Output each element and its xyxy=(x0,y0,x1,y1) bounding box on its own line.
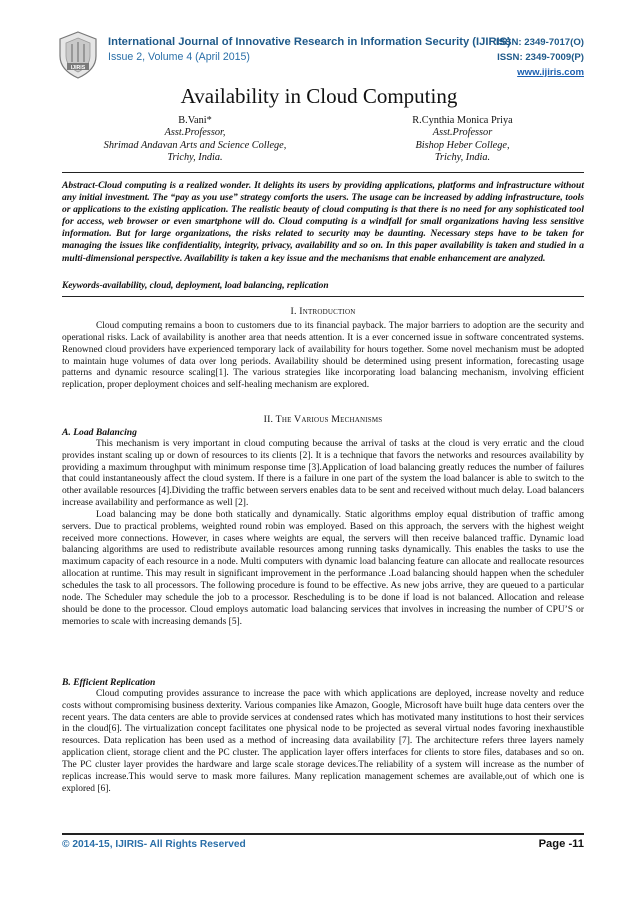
journal-header xyxy=(56,30,584,92)
author-name: R.Cynthia Monica Priya xyxy=(412,115,513,126)
load-balancing-section xyxy=(62,427,584,628)
author-affiliation-line: Bishop Heber College, xyxy=(415,139,510,151)
paragraph: Cloud computing remains a boon to customers due to its financial payback. The major barriers to adoption are the security and operational risks. Lack of availability is another area that needs attention. It is a ever concerned issue in software concentrated systems. Renowned cloud providers have experienced temporary lack of availability for hours together. Some novel mechanism must be adopted to maintain huge volumes of data over long periods. Availability should be determined using present information, forecasting usage patterns and dynamic resource scaling[1]. The various strategies like incorporating load balancing mechanism, involving efficient replication, proper deployment choices and self-healing mechanism are explored. xyxy=(62,321,584,391)
issn-online: ISSN: 2349-7017(O) xyxy=(496,37,584,48)
svg-text:IJIRIS: IJIRIS xyxy=(70,64,86,71)
introduction-body xyxy=(62,321,584,392)
divider xyxy=(62,296,584,297)
journal-logo-icon xyxy=(56,30,100,80)
paper-title: Availability in Cloud Computing xyxy=(180,84,458,108)
paragraph: Cloud computing provides assurance to increase the pace with which applications are deployed, increase novelty and reduce costs without compromising business dexterity. Various companies like Amazon, Google, Microsoft have built huge data centers over the recent years. The data centers are able to provide services at condensed rates which has motivated many institutions to host their services in the cloud[6]. The virtualization concept facilitates one physical node to be projected as several virtual nodes favoring inexhaustible resources. Data replication has been used as a method of increasing data availability [7]. The architecture refers three layers namely application client, storage client and the PC cluster. The application layer offers interfaces for clients to store files, databases and so on. The PC cluster layer provides the hardware and large scale storage devices.The reliability of a system will increase as the number of replicas increase.This would serve to mask more failures. Many replication management schemes are available,out of which one is explored [6]. xyxy=(62,688,584,794)
paragraph: Load balancing may be done both statically and dynamically. Static algorithms employ equal distribution of traffic among servers. Due to practical problems, weighted round robin was employed. Based on this approach, the servers with the highest weight received more connections. However, in cases where weights are equal, the servers will then receive balanced traffic. Dynamic load balancing algorithms are used to redistribute available resources among running tasks dynamically. This enables the tasks to use the maximum capacity of each resource in a node. Multi computers with dynamic load balancing feature can allocate and reallocate resources allocation at runtime. This may result in significant improvement in the performance .Load balancing should happen when the scheduler schedules the task to all processors. The following procedure is found to be effective. As new jobs arrive, they are queued to a particular node. The Scheduler may schedule the job to a processor. Rescheduling is to be done if load is not balanced. Allocation and release should be done to the processor. Cloud employs automatic load balancing services that involves in increasing the number of CPU’S or memories to scale with increasing demands [5]. xyxy=(62,509,584,627)
author-affiliation-line: Asst.Professor, xyxy=(164,127,226,139)
journal-website-link[interactable]: www.ijiris.com xyxy=(517,67,584,78)
page-number: Page -11 xyxy=(538,838,584,850)
footer-copyright: © 2014-15, IJIRIS- All Rights Reserved xyxy=(62,839,246,850)
journal-title: International Journal of Innovative Research in Information Security (IJIRIS) xyxy=(108,36,511,48)
author-affiliation-line: Shrimad Andavan Arts and Science College, xyxy=(103,139,287,151)
author-affiliation-line: Asst.Professor xyxy=(432,127,493,139)
journal-issue: Issue 2, Volume 4 (April 2015) xyxy=(108,51,250,63)
subsection-heading-load-balancing: A. Load Balancing xyxy=(62,427,137,438)
abstract: Abstract-Cloud computing is a realized wonder. It delights its users by providing applications, platforms and infrastructure without any initial investment. The “pay as you use” strategy comforts the users. The usage can be increased by adding infrastructure, tools or applications to the existing application. The realistic beauty of cloud computing is that there is no need for any sophisticated tool for access, web browser or even smartphone will do. Cloud computing is a windfall for small organizations having less sensitive information. But for large organizations, the risks related to security may be daunting. Necessary steps have to be taken for managing the issues like confidentiality, integrity, privacy, availability and so on. In this paper availability is taken and studied in a multi-dimensional perspective. Availability is taken a key issue and the mechanisms that enable enhancement are analyzed. xyxy=(62,180,584,264)
paragraph: This mechanism is very important in cloud computing because the arrival of tasks at the cloud is very erratic and the cloud provides instant scaling up or down of resources to its clients [2]. It is a technique that favors the networks and resources availability by providing a maximum throughput with minimum response time [3].Application of load balancing greatly reduces the number of failures that could instantaneously affect the cloud system. If there is a failure in one part of the system the load balancer is able to switch to the other available resources [4].Dividing the traffic between servers enables data to be sent and received without much delay. Load balancers increase availability and performance as well [2]. xyxy=(62,438,584,509)
footer-divider xyxy=(62,833,584,835)
efficient-replication-section xyxy=(62,677,584,795)
divider xyxy=(62,172,584,173)
author-block-2 xyxy=(355,115,570,165)
section-heading-introduction: I. Introduction xyxy=(290,306,356,317)
keywords: Keywords-availability, cloud, deployment, load balancing, replication xyxy=(62,281,329,291)
subsection-heading-efficient-replication: B. Efficient Replication xyxy=(62,677,156,688)
issn-print: ISSN: 2349-7009(P) xyxy=(497,52,584,63)
section-heading-mechanisms: II. The Various Mechanisms xyxy=(263,414,383,425)
author-affiliation-line: Trichy, India. xyxy=(434,152,491,164)
author-name: B.Vani* xyxy=(178,115,212,126)
author-block-1 xyxy=(70,115,320,165)
author-affiliation-line: Trichy, India. xyxy=(167,152,223,164)
